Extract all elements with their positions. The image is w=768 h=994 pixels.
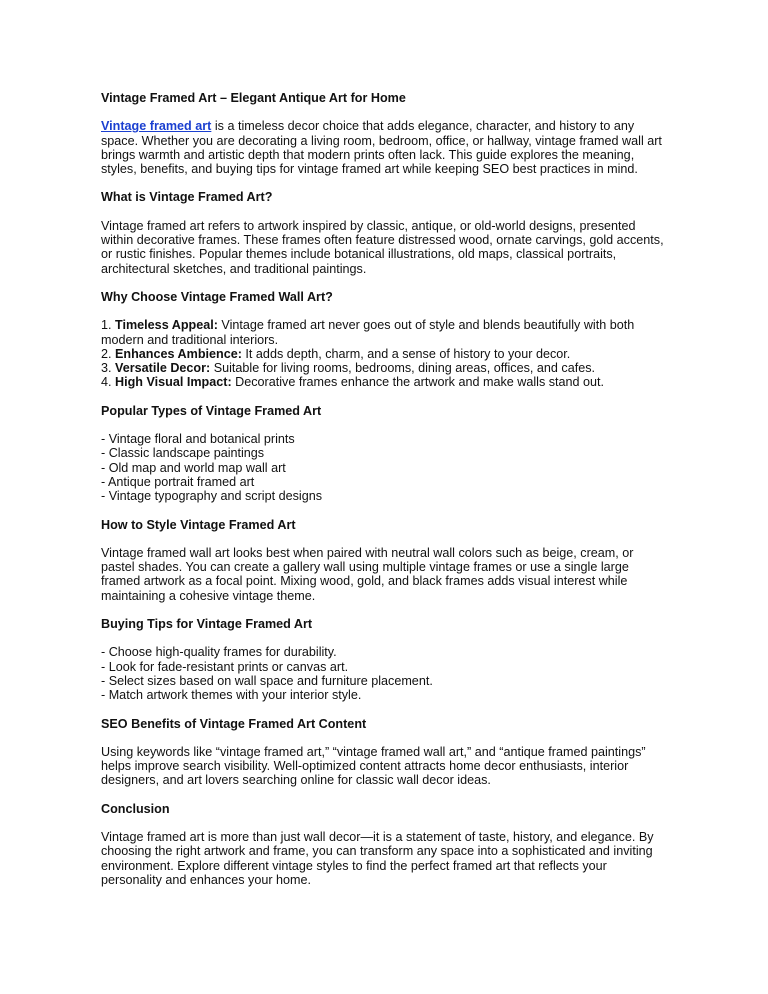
why-choose-list — [101, 318, 667, 389]
seo-benefits-heading: SEO Benefits of Vintage Framed Art Content — [101, 716, 367, 731]
popular-types-list — [101, 432, 667, 503]
what-is-heading: What is Vintage Framed Art? — [101, 190, 273, 205]
list-item: - Vintage floral and botanical prints — [101, 432, 295, 447]
list-item: 4. High Visual Impact: Decorative frames enhance the artwork and make walls stand out. — [101, 375, 605, 390]
list-item: - Look for fade-resistant prints or canvas art. — [101, 659, 349, 674]
list-item: - Classic landscape paintings — [101, 446, 265, 461]
list-item: 1. Timeless Appeal: Vintage framed art never goes out of style and blends beautifully with both modern and traditional interiors. — [101, 318, 635, 347]
list-item: - Old map and world map wall art — [101, 460, 286, 475]
popular-types-heading: Popular Types of Vintage Framed Art — [101, 403, 322, 418]
list-item-label: Enhances Ambience: — [115, 346, 242, 361]
intro-text: is a timeless decor choice that adds elegance, character, and history to any space. Whether you are decorating a living room, bedroom, office, or hallway, vintage framed wall art brings warmth and artistic depth that modern prints often lack. This guide explores the meaning, styles, benefits, and buying tips for vintage framed art while keeping SEO best practices in mind. — [101, 119, 662, 177]
list-item-label: Versatile Decor: — [115, 361, 211, 376]
seo-benefits-paragraph: Using keywords like “vintage framed art,” “vintage framed wall art,” and “antique framed paintings” helps improve search visibility. Well-optimized content attracts home decor enthusiasts, interior designers, and art lovers searching online for classic wall decor ideas. — [101, 744, 646, 788]
buying-tips-heading: Buying Tips for Vintage Framed Art — [101, 617, 313, 632]
why-choose-heading: Why Choose Vintage Framed Wall Art? — [101, 289, 333, 304]
list-item: 3. Versatile Decor: Suitable for living rooms, bedrooms, dining areas, offices, and cafes. — [101, 361, 595, 376]
list-item: - Vintage typography and script designs — [101, 489, 322, 504]
list-item-text: Vintage framed art never goes out of style and blends beautifully with both modern and traditional interiors. — [101, 318, 635, 347]
intro-paragraph — [101, 119, 667, 176]
list-item: 2. Enhances Ambience: It adds depth, charm, and a sense of history to your decor. — [101, 346, 571, 361]
document-title: Vintage Framed Art – Elegant Antique Art for Home — [101, 91, 406, 105]
what-is-paragraph: Vintage framed art refers to artwork inspired by classic, antique, or old-world designs, presented within decorative frames. These frames often feature distressed wood, ornate carvings, gold accents, or rustic finishes. Popular themes include botanical illustrations, old maps, classical portraits, architectural sketches, and traditional paintings. — [101, 218, 664, 276]
list-item: - Antique portrait framed art — [101, 474, 255, 489]
how-to-style-heading: How to Style Vintage Framed Art — [101, 517, 296, 532]
conclusion-paragraph: Vintage framed art is more than just wall decor—it is a statement of taste, history, and elegance. By choosing the right artwork and frame, you can transform any space into a sophisticated and inviting environment. Explore different vintage styles to find the perfect framed art that reflects your personality and enhances your home. — [101, 829, 654, 887]
list-item-label: Timeless Appeal: — [115, 318, 218, 333]
list-item-label: High Visual Impact: — [115, 375, 232, 390]
document-page — [101, 91, 667, 901]
list-item: - Choose high-quality frames for durability. — [101, 645, 337, 660]
list-item: - Select sizes based on wall space and furniture placement. — [101, 673, 433, 688]
vintage-framed-art-link[interactable]: Vintage framed art — [101, 119, 212, 134]
how-to-style-paragraph: Vintage framed wall art looks best when paired with neutral wall colors such as beige, cream, or pastel shades. You can create a gallery wall using multiple vintage frames or use a single large framed artwork as a focal point. Mixing wood, gold, and black frames adds visual interest while maintaining a cohesive vintage theme. — [101, 545, 634, 603]
conclusion-heading: Conclusion — [101, 801, 170, 816]
list-item: - Match artwork themes with your interior style. — [101, 688, 362, 703]
list-item-text: Suitable for living rooms, bedrooms, dining areas, offices, and cafes. — [210, 361, 595, 376]
buying-tips-list — [101, 645, 667, 702]
list-item-text: It adds depth, charm, and a sense of history to your decor. — [241, 346, 571, 361]
list-item-text: Decorative frames enhance the artwork and make walls stand out. — [231, 375, 605, 390]
